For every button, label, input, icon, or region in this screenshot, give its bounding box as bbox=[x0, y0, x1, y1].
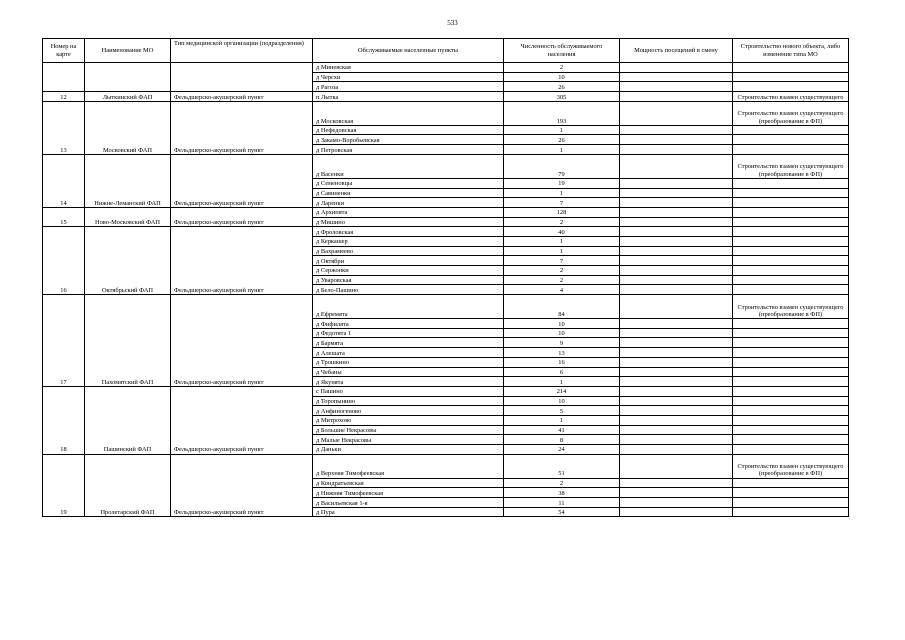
capacity-cell bbox=[620, 72, 733, 82]
table-row bbox=[43, 92, 849, 102]
population-cell: 4 bbox=[504, 285, 620, 295]
capacity-cell bbox=[620, 445, 733, 455]
capacity-cell bbox=[620, 198, 733, 208]
capacity-cell bbox=[620, 488, 733, 498]
capacity-cell bbox=[620, 406, 733, 416]
population-cell: 9 bbox=[504, 338, 620, 348]
mo-name-cell bbox=[85, 63, 171, 92]
capacity-cell bbox=[620, 319, 733, 329]
construction-cell bbox=[733, 266, 849, 276]
settlement-cell: д Анфиногеново bbox=[313, 406, 504, 416]
settlement-cell: д Нефедовская bbox=[313, 125, 504, 135]
construction-cell bbox=[733, 328, 849, 338]
construction-cell bbox=[733, 145, 849, 155]
capacity-cell bbox=[620, 507, 733, 517]
population-cell: 1 bbox=[504, 415, 620, 425]
settlement-cell: д Фроловская bbox=[313, 227, 504, 237]
table-row bbox=[43, 207, 849, 217]
construction-cell bbox=[733, 82, 849, 92]
capacity-cell bbox=[620, 145, 733, 155]
capacity-cell bbox=[620, 188, 733, 198]
settlement-cell: с Пашино bbox=[313, 386, 504, 396]
header-mo-name: Наименование МО bbox=[85, 39, 171, 63]
capacity-cell bbox=[620, 396, 733, 406]
construction-cell: Строительство взамен существующего (преобразование в ФП) bbox=[733, 154, 849, 178]
settlement-cell: д Рагоза bbox=[313, 82, 504, 92]
header-map-number: Номер на карте bbox=[43, 39, 85, 63]
construction-cell bbox=[733, 275, 849, 285]
construction-cell bbox=[733, 72, 849, 82]
capacity-cell bbox=[620, 227, 733, 237]
settlement-cell: д Черсхи bbox=[313, 72, 504, 82]
construction-cell bbox=[733, 507, 849, 517]
header-population: Численность обслуживаемого населения bbox=[504, 39, 620, 63]
capacity-cell bbox=[620, 256, 733, 266]
construction-cell bbox=[733, 217, 849, 227]
capacity-cell bbox=[620, 478, 733, 488]
construction-cell bbox=[733, 285, 849, 295]
population-cell: 10 bbox=[504, 72, 620, 82]
settlement-cell: д Трошкино bbox=[313, 357, 504, 367]
settlement-cell: д Кондратьевская bbox=[313, 478, 504, 488]
construction-cell: Строительство взамен существующего bbox=[733, 92, 849, 102]
settlement-cell: д Сержонки bbox=[313, 266, 504, 276]
mo-name-cell: Московский ФАП bbox=[85, 101, 171, 154]
construction-cell: Строительство взамен существующего (преобразование в ФП) bbox=[733, 101, 849, 125]
map-number-cell: 13 bbox=[43, 101, 85, 154]
population-cell: 214 bbox=[504, 386, 620, 396]
construction-cell: Строительство взамен существующего (преобразование в ФП) bbox=[733, 295, 849, 319]
population-cell: 2 bbox=[504, 217, 620, 227]
construction-cell bbox=[733, 478, 849, 488]
population-cell: 5 bbox=[504, 406, 620, 416]
map-number-cell: 12 bbox=[43, 92, 85, 102]
settlement-cell: д Алешата bbox=[313, 348, 504, 358]
capacity-cell bbox=[620, 266, 733, 276]
settlement-cell: д Семеновцы bbox=[313, 178, 504, 188]
org-type-cell: Фельдшерско-акушерский пункт bbox=[171, 207, 313, 226]
settlement-cell: д Даньки bbox=[313, 445, 504, 455]
population-cell: 26 bbox=[504, 135, 620, 145]
table-row bbox=[43, 227, 849, 237]
mo-name-cell: Пролетарский ФАП bbox=[85, 454, 171, 517]
population-cell: 41 bbox=[504, 425, 620, 435]
table-row bbox=[43, 295, 849, 319]
construction-cell bbox=[733, 498, 849, 508]
construction-cell bbox=[733, 396, 849, 406]
capacity-cell bbox=[620, 348, 733, 358]
construction-cell bbox=[733, 188, 849, 198]
construction-cell bbox=[733, 357, 849, 367]
settlement-cell: д Закамо-Воробьевская bbox=[313, 135, 504, 145]
capacity-cell bbox=[620, 246, 733, 256]
population-cell: 10 bbox=[504, 396, 620, 406]
mo-name-cell: Лыткинский ФАП bbox=[85, 92, 171, 102]
settlement-cell: д Торопынино bbox=[313, 396, 504, 406]
header-row bbox=[43, 39, 849, 63]
capacity-cell bbox=[620, 357, 733, 367]
mo-name-cell: Пахомятский ФАП bbox=[85, 295, 171, 387]
header-construction: Строительство нового объекта, либо изменение типа МО bbox=[733, 39, 849, 63]
table-body bbox=[43, 63, 849, 517]
header-org-type: Тип медицинской организации (подразделения) bbox=[171, 39, 313, 63]
capacity-cell bbox=[620, 435, 733, 445]
settlement-cell: д Уваровская bbox=[313, 275, 504, 285]
population-cell: 1 bbox=[504, 377, 620, 387]
capacity-cell bbox=[620, 454, 733, 478]
population-cell: 2 bbox=[504, 266, 620, 276]
capacity-cell bbox=[620, 135, 733, 145]
population-cell: 7 bbox=[504, 256, 620, 266]
population-cell: 8 bbox=[504, 435, 620, 445]
settlement-cell: д Мишино bbox=[313, 217, 504, 227]
settlement-cell: д Ларенки bbox=[313, 198, 504, 208]
map-number-cell: 15 bbox=[43, 207, 85, 226]
population-cell: 10 bbox=[504, 319, 620, 329]
table-row bbox=[43, 101, 849, 125]
population-cell: 1 bbox=[504, 145, 620, 155]
construction-cell bbox=[733, 386, 849, 396]
construction-cell bbox=[733, 445, 849, 455]
org-type-cell bbox=[171, 63, 313, 92]
mo-name-cell: Пашинский ФАП bbox=[85, 386, 171, 454]
capacity-cell bbox=[620, 217, 733, 227]
construction-cell bbox=[733, 425, 849, 435]
settlement-cell: д Московская bbox=[313, 101, 504, 125]
population-cell: 11 bbox=[504, 498, 620, 508]
capacity-cell bbox=[620, 338, 733, 348]
mo-name-cell: Октябрьский ФАП bbox=[85, 227, 171, 295]
settlement-cell: д Бармята bbox=[313, 338, 504, 348]
construction-cell bbox=[733, 207, 849, 217]
settlement-cell: д Чебаны bbox=[313, 367, 504, 377]
org-type-cell: Фельдшерско-акушерский пункт bbox=[171, 454, 313, 517]
construction-cell bbox=[733, 367, 849, 377]
construction-cell bbox=[733, 246, 849, 256]
population-cell: 54 bbox=[504, 507, 620, 517]
construction-cell bbox=[733, 348, 849, 358]
org-type-cell: Фельдшерско-акушерский пункт bbox=[171, 92, 313, 102]
population-cell: 40 bbox=[504, 227, 620, 237]
page-number: 533 bbox=[447, 19, 458, 27]
population-cell: 1 bbox=[504, 188, 620, 198]
org-type-cell: Фельдшерско-акушерский пункт bbox=[171, 101, 313, 154]
header-settlements: Обслуживаемые населенные пункты bbox=[313, 39, 504, 63]
capacity-cell bbox=[620, 425, 733, 435]
population-cell: 2 bbox=[504, 63, 620, 73]
settlement-cell: д Миневская bbox=[313, 63, 504, 73]
construction-cell bbox=[733, 338, 849, 348]
org-type-cell: Фельдшерско-акушерский пункт bbox=[171, 386, 313, 454]
population-cell: 1 bbox=[504, 246, 620, 256]
population-cell: 1 bbox=[504, 236, 620, 246]
settlement-cell: д Васильевская 1-я bbox=[313, 498, 504, 508]
capacity-cell bbox=[620, 328, 733, 338]
settlement-cell: д Фифилята bbox=[313, 319, 504, 329]
population-cell: 13 bbox=[504, 348, 620, 358]
capacity-cell bbox=[620, 285, 733, 295]
settlement-cell: д Якунята bbox=[313, 377, 504, 387]
table-row bbox=[43, 454, 849, 478]
settlement-cell: д Вахрамеево bbox=[313, 246, 504, 256]
map-number-cell bbox=[43, 63, 85, 92]
population-cell: 38 bbox=[504, 488, 620, 498]
table-row bbox=[43, 386, 849, 396]
capacity-cell bbox=[620, 178, 733, 188]
population-cell: 6 bbox=[504, 367, 620, 377]
settlement-cell: д Бело-Пашино bbox=[313, 285, 504, 295]
map-number-cell: 14 bbox=[43, 154, 85, 207]
settlement-cell: д Ефремята bbox=[313, 295, 504, 319]
settlement-cell: д Архипята bbox=[313, 207, 504, 217]
population-cell: 19 bbox=[504, 178, 620, 188]
settlement-cell: д Октябри bbox=[313, 256, 504, 266]
population-cell: 16 bbox=[504, 357, 620, 367]
capacity-cell bbox=[620, 101, 733, 125]
construction-cell bbox=[733, 125, 849, 135]
construction-cell bbox=[733, 435, 849, 445]
capacity-cell bbox=[620, 386, 733, 396]
construction-cell bbox=[733, 135, 849, 145]
population-cell: 2 bbox=[504, 275, 620, 285]
settlement-cell: д Верхняя Тимофеевская bbox=[313, 454, 504, 478]
population-cell: 128 bbox=[504, 207, 620, 217]
map-number-cell: 17 bbox=[43, 295, 85, 387]
population-cell: 2 bbox=[504, 478, 620, 488]
capacity-cell bbox=[620, 63, 733, 73]
construction-cell bbox=[733, 415, 849, 425]
settlement-cell: д Петровская bbox=[313, 145, 504, 155]
settlement-cell: д Малые Некрасовы bbox=[313, 435, 504, 445]
org-type-cell: Фельдшерско-акушерский пункт bbox=[171, 227, 313, 295]
capacity-cell bbox=[620, 498, 733, 508]
capacity-cell bbox=[620, 367, 733, 377]
settlement-cell: д Савиненки bbox=[313, 188, 504, 198]
table-row bbox=[43, 63, 849, 73]
construction-cell bbox=[733, 256, 849, 266]
capacity-cell bbox=[620, 82, 733, 92]
map-number-cell: 16 bbox=[43, 227, 85, 295]
org-type-cell: Фельдшерско-акушерский пункт bbox=[171, 295, 313, 387]
table-row bbox=[43, 154, 849, 178]
construction-cell bbox=[733, 63, 849, 73]
capacity-cell bbox=[620, 295, 733, 319]
settlement-cell: п Лытка bbox=[313, 92, 504, 102]
construction-cell bbox=[733, 198, 849, 208]
capacity-cell bbox=[620, 154, 733, 178]
settlement-cell: д Нижняя Тимофеевская bbox=[313, 488, 504, 498]
population-cell: 1 bbox=[504, 125, 620, 135]
capacity-cell bbox=[620, 377, 733, 387]
construction-cell bbox=[733, 488, 849, 498]
facilities-table bbox=[42, 38, 849, 517]
population-cell: 193 bbox=[504, 101, 620, 125]
construction-cell bbox=[733, 319, 849, 329]
construction-cell: Строительство взамен существующего (преобразование в ФП) bbox=[733, 454, 849, 478]
settlement-cell: д Пура bbox=[313, 507, 504, 517]
settlement-cell: д Большие Некрасовы bbox=[313, 425, 504, 435]
map-number-cell: 19 bbox=[43, 454, 85, 517]
construction-cell bbox=[733, 236, 849, 246]
settlement-cell: д Васенки bbox=[313, 154, 504, 178]
population-cell: 79 bbox=[504, 154, 620, 178]
construction-cell bbox=[733, 178, 849, 188]
settlement-cell: д Керкашер bbox=[313, 236, 504, 246]
population-cell: 305 bbox=[504, 92, 620, 102]
population-cell: 24 bbox=[504, 445, 620, 455]
capacity-cell bbox=[620, 415, 733, 425]
header-capacity: Мощность посещений в смену bbox=[620, 39, 733, 63]
population-cell: 10 bbox=[504, 328, 620, 338]
capacity-cell bbox=[620, 275, 733, 285]
capacity-cell bbox=[620, 207, 733, 217]
mo-name-cell: Ново-Московский ФАП bbox=[85, 207, 171, 226]
population-cell: 51 bbox=[504, 454, 620, 478]
population-cell: 7 bbox=[504, 198, 620, 208]
org-type-cell: Фельдшерско-акушерский пункт bbox=[171, 154, 313, 207]
population-cell: 26 bbox=[504, 82, 620, 92]
settlement-cell: д Федотята 1 bbox=[313, 328, 504, 338]
construction-cell bbox=[733, 377, 849, 387]
construction-cell bbox=[733, 406, 849, 416]
population-cell: 84 bbox=[504, 295, 620, 319]
capacity-cell bbox=[620, 236, 733, 246]
construction-cell bbox=[733, 227, 849, 237]
capacity-cell bbox=[620, 125, 733, 135]
capacity-cell bbox=[620, 92, 733, 102]
mo-name-cell: Нижне-Леманский ФАП bbox=[85, 154, 171, 207]
map-number-cell: 18 bbox=[43, 386, 85, 454]
settlement-cell: д Митрохово bbox=[313, 415, 504, 425]
